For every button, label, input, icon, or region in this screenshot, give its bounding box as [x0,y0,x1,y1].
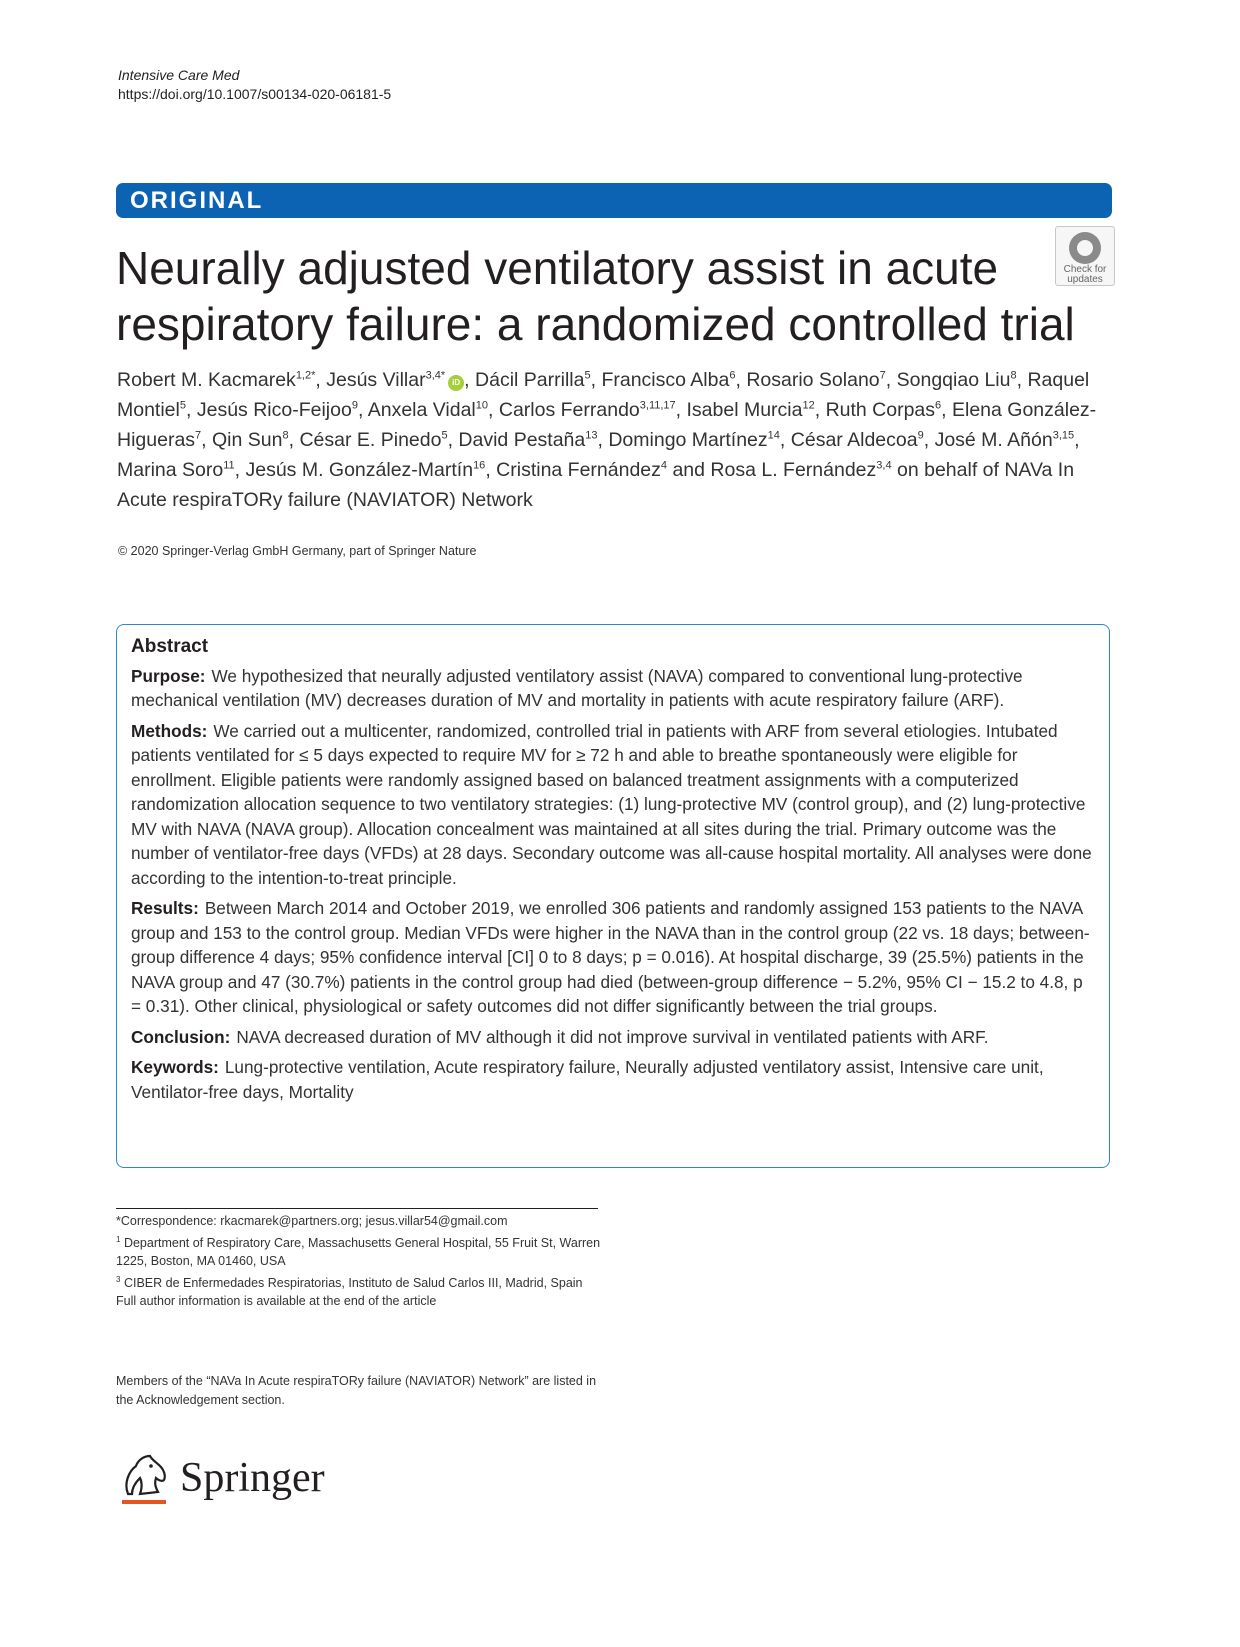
affiliation-1-text: Department of Respiratory Care, Massachusetts General Hospital, 55 Fruit St, Warren 1225, Boston, MA 01460, USA [116,1235,601,1269]
author-separator: , [675,399,687,421]
abstract-results [131,896,1095,1019]
abstract-text: We hypothesized that neurally adjusted ventilatory assist (NAVA) compared to conventional lung-protective mechanical ventilation (MV) decreases duration of MV and mortality in patients with acute respiratory failure (ARF). [131,665,1023,710]
author-separator: , [1016,369,1028,391]
orcid-icon[interactable]: iD [448,375,464,391]
affiliation-3 [116,1271,616,1293]
author-affiliation-number: 7 [195,429,202,442]
author-separator: , [488,399,499,421]
author-name[interactable]: Marina Soro [117,459,224,481]
abstract-purpose [131,664,1095,713]
author-separator: , [447,429,459,451]
author-name[interactable]: Songqiao Liu [896,369,1011,391]
full-author-info-note: Full author information is available at the end of the article [116,1294,437,1309]
author-name[interactable]: Jesús Villar [326,369,426,391]
check-updates-line2: updates [1067,274,1103,285]
article-type-label: ORIGINAL [130,187,264,214]
author-affiliation-number: 6 [729,369,736,382]
author-name[interactable]: Isabel Murcia [686,399,803,421]
author-affiliation-number: 12 [802,399,815,412]
abstract-label: Purpose: [131,665,206,686]
members-note: Members of the “NAVa In Acute respiraTORy failure (NAVIATOR) Network” are listed in the Acknowledgement section. [116,1374,597,1407]
author-separator: , [186,399,197,421]
author-separator: , [941,399,952,421]
author-separator: , [885,369,897,391]
copyright-notice: © 2020 Springer-Verlag GmbH Germany, part of Springer Nature [118,544,477,558]
author-separator: , [464,369,476,391]
abstract-label: Results: [131,898,199,918]
author-separator: , [814,399,826,421]
author-separator: , [590,369,602,391]
journal-name: Intensive Care Med [118,67,240,83]
affiliation-3-text: CIBER de Enfermedades Respiratorias, Instituto de Salud Carlos III, Madrid, Spain [123,1275,583,1290]
author-affiliation-number: 8 [282,429,289,442]
author-affiliation-number: 3,11,17 [639,399,676,412]
author-separator: , [923,429,935,451]
author-separator: , [288,429,300,451]
author-name[interactable]: Ruth Corpas [825,399,936,421]
footnotes [116,1212,616,1311]
author-name[interactable]: Francisco Alba [601,369,730,391]
abstract-box [116,624,1110,1168]
author-name[interactable]: Anxela Vidal [367,399,476,421]
author-name[interactable]: César Aldecoa [790,429,918,451]
author-name[interactable]: Jesús Rico-Feijoo [196,399,352,421]
correspondence-note: *Correspondence: rkacmarek@partners.org; jesus.villar54@gmail.com [116,1214,508,1228]
author-affiliation-number: 5 [441,429,448,442]
author-name[interactable]: Carlos Ferrando [498,399,640,421]
author-name[interactable]: José M. Añón [934,429,1053,451]
article-type-banner [116,183,1112,218]
author-affiliation-number: 14 [767,429,780,442]
author-affiliation-number: 7 [879,369,886,382]
author-separator: , [735,369,747,391]
author-affiliation-number: 5 [584,369,591,382]
author-name[interactable]: Rosario Solano [746,369,880,391]
affiliation-1 [116,1231,616,1271]
journal-header [118,66,391,104]
author-affiliation-number: 1,2* [295,369,316,382]
author-affiliation-number: 13 [585,429,598,442]
author-name[interactable]: César E. Pinedo [299,429,442,451]
affiliation-1-number: 1 [116,1234,121,1244]
doi-link[interactable]: https://doi.org/10.1007/s00134-020-06181-5 [118,86,392,102]
author-list [117,365,1117,515]
abstract-label: Conclusion: [131,1026,231,1047]
author-separator: , [234,459,246,481]
check-updates-line1: Check for [1063,264,1107,275]
author-separator: , [1074,429,1080,451]
article-title: Neurally adjusted ventilatory assist in acute respiratory failure: a randomized controlled trial [116,242,1075,350]
springer-horse-icon [118,1450,174,1510]
author-affiliation-number: 3,15 [1052,429,1075,442]
author-separator: , [357,399,368,421]
affiliation-3-number: 3 [116,1274,121,1284]
author-affiliation-number: 10 [475,399,489,412]
author-affiliation-number: 16 [473,459,486,472]
authors-tail: on behalf of NAVa In Acute respiraTORy failure (NAVIATOR) Network [117,459,1075,511]
author-affiliation-number: 3,4 [876,459,892,472]
author-name[interactable]: Robert M. Kacmarek [117,369,296,391]
author-separator: , [201,429,213,451]
author-affiliation-number: 4 [660,459,668,472]
author-separator: , [485,459,497,481]
author-name[interactable]: Qin Sun [212,429,283,451]
abstract-methods [131,719,1095,891]
springer-wordmark: Springer [180,1455,325,1501]
springer-logo [118,1450,378,1510]
author-name[interactable]: Jesús M. González-Martín [245,459,474,481]
author-affiliation-number: 11 [223,459,235,472]
abstract-label: Methods: [131,720,208,741]
abstract-text: NAVA decreased duration of MV although it did not improve survival in ventilated patients with ARF. [236,1026,989,1047]
author-name[interactable]: David Pestaña [458,429,586,451]
author-and: and [672,459,705,481]
abstract-label: Keywords: [131,1057,219,1077]
author-affiliation-number: 5 [179,399,186,412]
author-separator: , [315,369,327,391]
abstract-text: Lung-protective ventilation, Acute respiratory failure, Neurally adjusted ventilatory assist, Intensive care unit, Ventilator-free days, Mortality [131,1057,1044,1102]
author-name[interactable]: Domingo Martínez [608,429,768,451]
author-separator: , [597,429,609,451]
author-name[interactable]: Rosa L. Fernández [710,459,877,481]
author-affiliation-number: 8 [1010,369,1017,382]
author-name[interactable]: Elena González-Higueras [117,399,1097,451]
author-name[interactable]: Cristina Fernández [496,459,661,481]
abstract-keywords [131,1055,1095,1104]
author-separator: , [779,429,791,451]
abstract-conclusion [131,1025,1095,1050]
author-affiliation-number: 3,4* [425,369,446,382]
abstract-text: Between March 2014 and October 2019, we enrolled 306 patients and randomly assigned 153 patients to the NAVA group and 153 to the control group. Median VFDs were higher in the NAVA than in the control group (22 vs. 18 days; between-group difference 4 days; 95% confidence interval [CI] 0 to 8 days; p = 0.016). At hospital discharge, 39 (25.5%) patients in the NAVA group and 47 (30.7%) patients in the control group had died (between-group difference − 5.2%, 95% CI − 15.2 to 4.8, p = 0.31). Other clinical, physiological or safety outcomes did not differ significantly between the trial groups. [131,898,1090,1016]
author-name[interactable]: Raquel Montiel [117,369,1090,421]
abstract-text: We carried out a multicenter, randomized, controlled trial in patients with ARF from several etiologies. Intubated patients ventilated for ≤ 5 days expected to require MV for ≥ 72 h and able to breathe spontaneously were eligible for enrollment. Eligible patients were randomly assigned based on balanced treatment assignments with a computerized randomization allocation sequence to two ventilatory strategies: (1) lung-protective MV (control group), and (2) lung-protective MV with NAVA (NAVA group). Allocation concealment was maintained at all sites during the trial. Primary outcome was the number of ventilator-free days (VFDs) at 28 days. Secondary outcome was all-cause hospital mortality. All analyses were done according to the intention-to-treat principle. [131,720,1092,888]
footnote-divider [116,1208,598,1209]
abstract-heading: Abstract [131,636,209,657]
author-affiliation-number: 9 [917,429,924,442]
author-name[interactable]: Dácil Parrilla [475,369,585,391]
author-affiliation-number: 6 [935,399,942,412]
author-affiliation-number: 9 [351,399,358,412]
